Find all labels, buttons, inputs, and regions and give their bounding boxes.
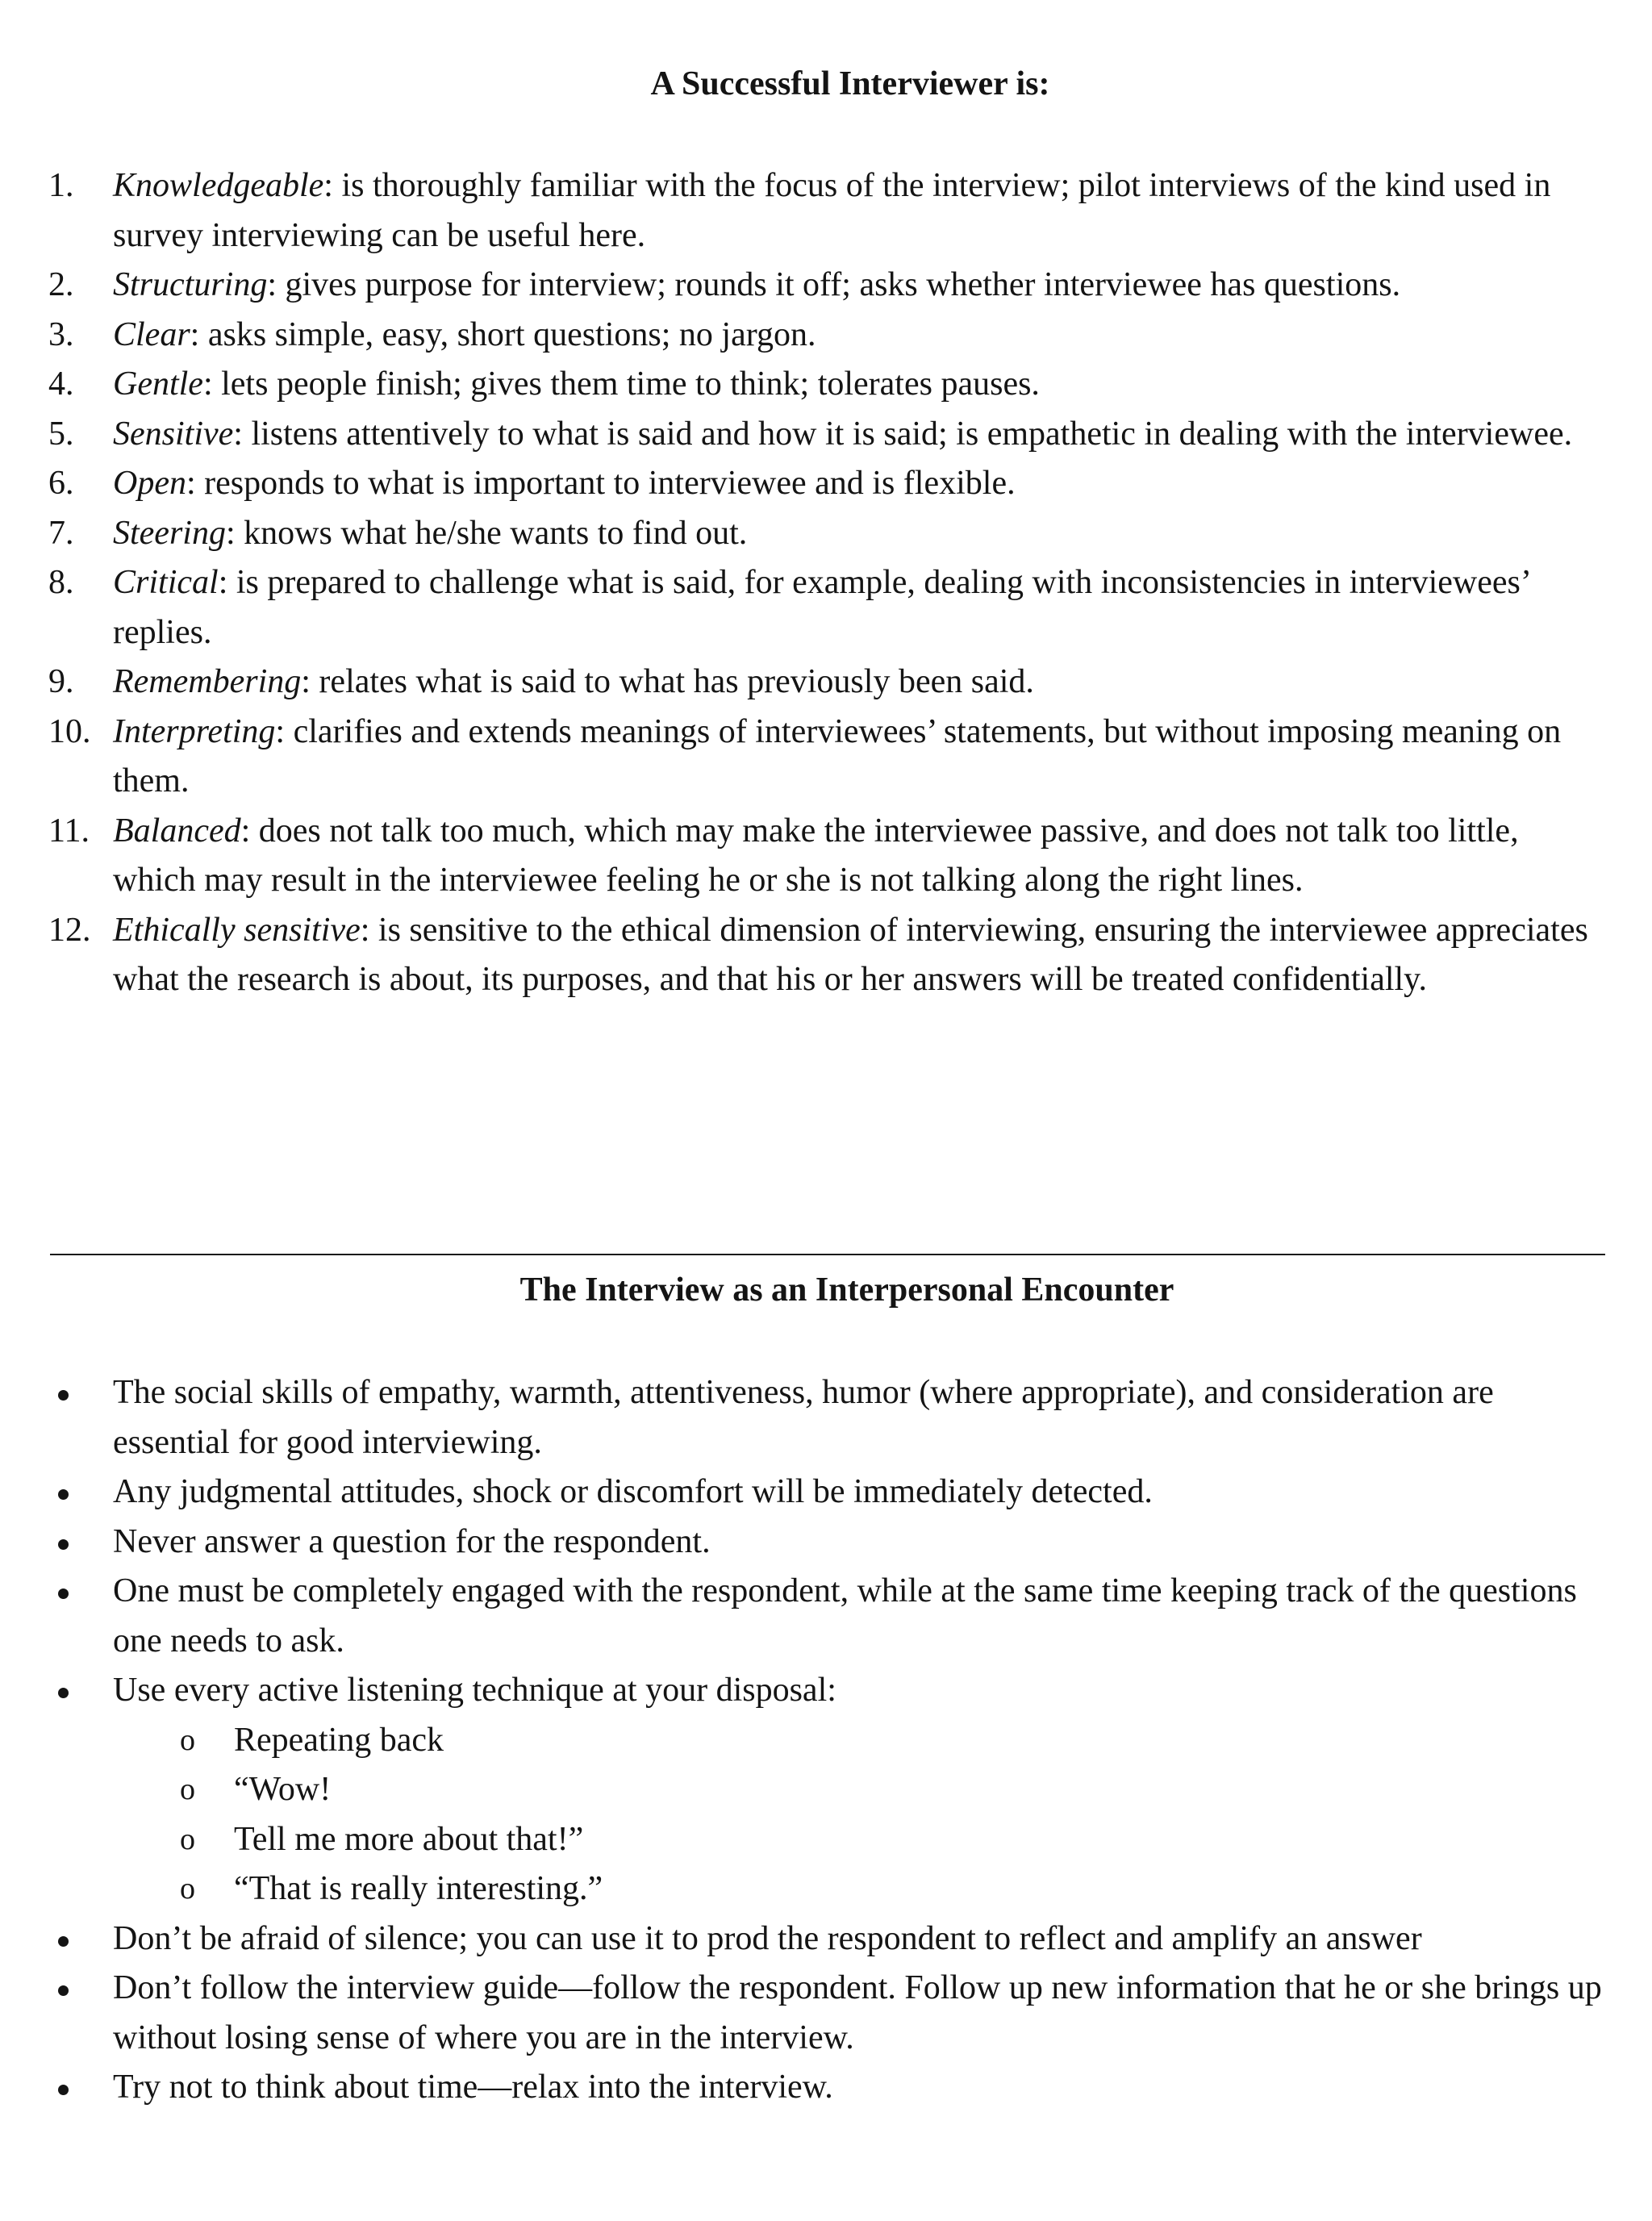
bullet-item <box>0 1518 1605 1568</box>
item-number: 7. <box>48 514 74 552</box>
interpersonal-encounter-list <box>0 1368 1652 2113</box>
item-text: : listens attentively to what is said and how it is said; is empathetic in dealing with the interviewee. <box>233 415 1573 453</box>
sub-bullet-item <box>113 1864 1605 1914</box>
sub-bullet-text: “Wow! <box>234 1771 332 1808</box>
successful-interviewer-list <box>0 161 1652 1005</box>
item-term: Open <box>113 465 186 502</box>
item-term: Interpreting <box>113 712 276 750</box>
list-item <box>0 360 1605 410</box>
list-item <box>0 658 1605 708</box>
list-item <box>0 558 1605 658</box>
item-term: Remembering <box>113 663 302 700</box>
bullet-item <box>0 2063 1605 2113</box>
bullet-text: Never answer a question for the respondent. <box>113 1522 711 1560</box>
sub-bullet-item <box>113 1815 1605 1865</box>
bullet-icon <box>58 1688 69 1698</box>
circle-bullet-icon: o <box>180 1772 195 1806</box>
sub-bullet-item <box>113 1765 1605 1815</box>
bullet-text: Don’t be afraid of silence; you can use it to prod the respondent to reflect and amplify an answer <box>113 1919 1422 1957</box>
section-title-interpersonal-encounter: The Interview as an Interpersonal Encounter <box>519 1271 1174 1309</box>
bullet-icon <box>58 2085 69 2095</box>
circle-bullet-icon: o <box>180 1822 195 1856</box>
sub-bullet-text: “That is really interesting.” <box>234 1870 603 1907</box>
list-item <box>0 410 1605 460</box>
item-number: 3. <box>48 315 74 353</box>
item-text: : responds to what is important to interviewee and is flexible. <box>186 465 1016 502</box>
item-number: 4. <box>48 365 74 403</box>
item-text: : relates what is said to what has previously been said. <box>301 663 1034 700</box>
list-item <box>0 509 1605 559</box>
bullet-item <box>0 1964 1605 2063</box>
item-number: 6. <box>48 465 74 502</box>
item-text: : is sensitive to the ethical dimension of interviewing, ensuring the interviewee appreciates what the research is about, its purposes, and that his or her answers will be treated confidentially. <box>113 911 1588 998</box>
bullet-item <box>0 1467 1605 1518</box>
item-term: Critical <box>113 564 219 601</box>
item-text: : is prepared to challenge what is said, for example, dealing with inconsistencies in interviewees’ replies. <box>113 564 1529 651</box>
item-term: Structuring <box>113 266 268 303</box>
item-term: Ethically sensitive <box>113 911 361 949</box>
item-text: : knows what he/she wants to find out. <box>225 514 748 552</box>
item-term: Steering <box>113 514 226 552</box>
item-number: 10. <box>48 712 91 750</box>
item-text: : does not talk too much, which may make the interviewee passive, and does not talk too little, which may result in the interviewee feeling he or she is not talking along the right lines. <box>113 812 1519 899</box>
item-term: Balanced <box>113 812 241 850</box>
item-text: : asks simple, easy, short questions; no jargon. <box>190 315 816 353</box>
circle-bullet-icon: o <box>180 1722 195 1757</box>
list-item <box>0 807 1605 906</box>
bullet-text: The social skills of empathy, warmth, attentiveness, humor (where appropriate), and consideration are essential for good interviewing. <box>113 1374 1494 1461</box>
item-number: 9. <box>48 663 74 700</box>
sub-bullet-item <box>113 1716 1605 1766</box>
bullet-item <box>0 1914 1605 1964</box>
bullet-text: Any judgmental attitudes, shock or discomfort will be immediately detected. <box>113 1473 1153 1510</box>
bullet-icon <box>58 1489 69 1500</box>
item-number: 8. <box>48 564 74 601</box>
item-term: Knowledgeable <box>113 167 324 204</box>
item-text: : is thoroughly familiar with the focus of the interview; pilot interviews of the kind used in survey interviewing can be useful here. <box>113 167 1551 254</box>
bullet-item <box>0 1567 1605 1666</box>
bullet-text: Use every active listening technique at your disposal: <box>113 1672 836 1709</box>
list-item <box>0 261 1605 311</box>
item-number: 12. <box>48 911 91 949</box>
bullet-item <box>0 1368 1605 1467</box>
bullet-icon <box>58 1985 69 1996</box>
item-text: : lets people finish; gives them time to think; tolerates pauses. <box>202 365 1040 403</box>
bullet-text: Don’t follow the interview guide—follow the respondent. Follow up new information that he or she brings up without losing sense of where you are in the interview. <box>113 1969 1602 2056</box>
bullet-icon <box>58 1589 69 1599</box>
sub-bullet-text: Tell me more about that!” <box>234 1820 584 1858</box>
list-item <box>0 161 1605 261</box>
section-divider <box>50 1254 1605 1255</box>
item-text: : clarifies and extends meanings of interviewees’ statements, but without imposing meaning on them. <box>113 712 1562 799</box>
bullet-icon <box>58 1539 69 1550</box>
list-item <box>0 708 1605 807</box>
item-number: 5. <box>48 415 74 453</box>
item-number: 1. <box>48 167 74 204</box>
bullet-icon <box>58 1936 69 1947</box>
section-title-successful-interviewer: A Successful Interviewer is: <box>650 65 1050 102</box>
list-item <box>0 459 1605 509</box>
bullet-text: One must be completely engaged with the respondent, while at the same time keeping track of the questions one needs to ask. <box>113 1572 1577 1659</box>
item-text: : gives purpose for interview; rounds it off; asks whether interviewee has questions. <box>267 266 1401 303</box>
circle-bullet-icon: o <box>180 1872 195 1906</box>
item-term: Sensitive <box>113 415 234 453</box>
item-term: Clear <box>113 315 190 353</box>
bullet-item <box>0 1666 1605 1914</box>
active-listening-sublist <box>113 1716 1605 1914</box>
item-term: Gentle <box>113 365 203 403</box>
bullet-icon <box>58 1390 69 1401</box>
item-number: 2. <box>48 266 74 303</box>
list-item <box>0 311 1605 361</box>
sub-bullet-text: Repeating back <box>234 1721 444 1759</box>
list-item <box>0 906 1605 1005</box>
item-number: 11. <box>48 812 90 850</box>
bullet-text: Try not to think about time—relax into the interview. <box>113 2069 833 2106</box>
